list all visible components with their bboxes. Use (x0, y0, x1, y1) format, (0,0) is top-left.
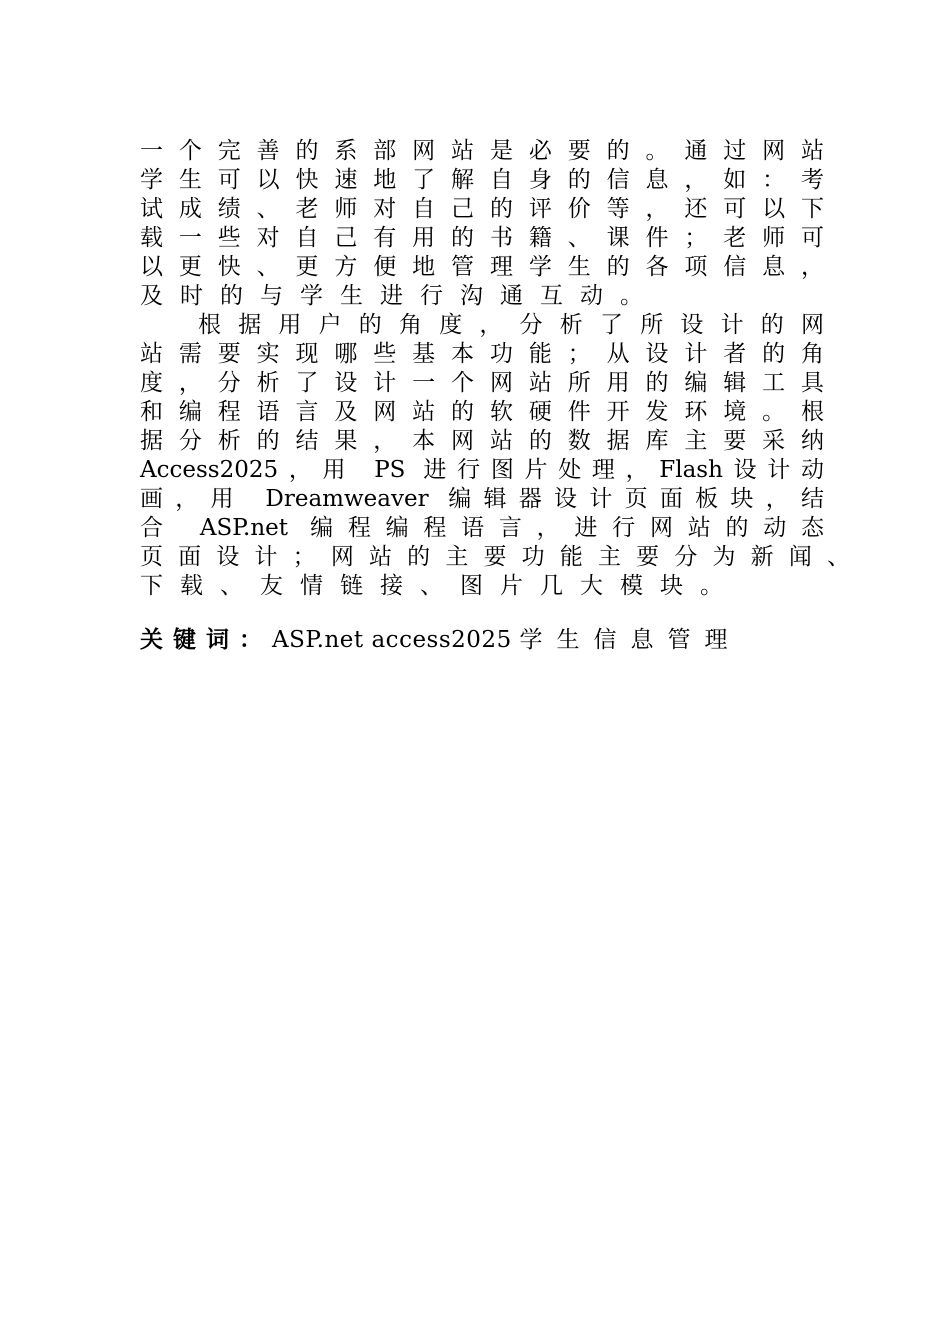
paragraph-1-line-1: 一个完善的系部网站是必要的。通过网站 (140, 138, 824, 164)
keywords-label: 关键词： (140, 626, 272, 653)
paragraph-1-line-4: 载一些对自己有用的书籍、课件；老师可 (140, 225, 824, 251)
keywords-line (140, 625, 742, 654)
paragraph-2-line-1: 根据用户的角度，分析了所设计的网 (198, 312, 824, 338)
keywords-terms: ASP.net access2025 (272, 627, 520, 653)
paragraph-2-line-6: Access2025，用 PS 进行图片处理，Flash设计动 (140, 457, 824, 483)
paragraph-2-line-8: 合 ASP.net 编程编程语言，进行网站的动态 (140, 515, 824, 541)
paragraph-1-line-5: 以更快、更方便地管理学生的各项信息， (140, 254, 824, 280)
paragraph-2-line-4: 和编程语言及网站的软硬件开发环境。根 (140, 399, 824, 425)
paragraph-2-line-7: 画，用 Dreamweaver 编辑器设计页面板块，结 (140, 486, 824, 512)
keywords-terms-chinese: 学生信息管理 (519, 627, 742, 653)
paragraph-2-line-10: 下载、友情链接、图片几大模块。 (140, 573, 740, 599)
paragraph-2-line-2: 站需要实现哪些基本功能；从设计者的角 (140, 341, 824, 367)
paragraph-1-line-2: 学生可以快速地了解自身的信息，如：考 (140, 167, 824, 193)
paragraph-1-line-6: 及时的与学生进行沟通互动。 (140, 283, 660, 309)
paragraph-2-line-3: 度，分析了设计一个网站所用的编辑工具 (140, 370, 824, 396)
paragraph-1-line-3: 试成绩、老师对自己的评价等，还可以下 (140, 196, 824, 222)
paragraph-2-line-5: 据分析的结果，本网站的数据库主要采纳 (140, 428, 824, 454)
paragraph-2-line-9: 页面设计；网站的主要功能主要分为新闻、 (140, 544, 850, 570)
